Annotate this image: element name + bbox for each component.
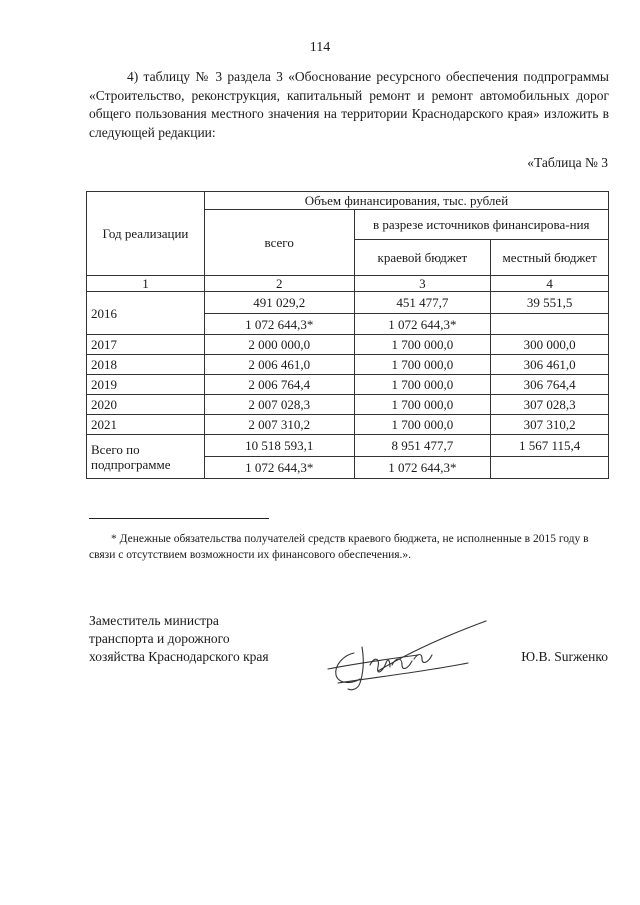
total-cell: 1 072 644,3* [204,457,354,479]
signatory-title-line: транспорта и дорожного [89,631,230,646]
col-number: 1 [87,276,205,292]
regional-cell: 8 951 477,7 [354,435,491,457]
table-row [87,355,609,375]
financing-table [86,191,609,479]
page-number: 114 [309,40,331,55]
regional-cell: 1 072 644,3* [354,457,491,479]
table-row [87,375,609,395]
signatory-title [89,612,269,666]
table-row [87,415,609,435]
header-total: всего [204,210,354,276]
signatory-title-line: хозяйства Краснодарского края [89,649,269,664]
header-volume: Объем финансирования, тыс. рублей [204,192,608,210]
local-cell [491,457,609,479]
footnote-divider [89,518,269,519]
handwritten-signature [318,613,498,695]
local-cell: 1 567 115,4 [491,435,609,457]
table-row [87,435,609,457]
table-row [87,292,609,314]
total-cell: 10 518 593,1 [204,435,354,457]
year-cell: 2019 [87,375,205,395]
local-cell: 300 000,0 [491,335,609,355]
header-regional: краевой бюджет [354,240,491,276]
total-cell: 2 006 764,4 [204,375,354,395]
year-cell: 2016 [87,292,205,335]
regional-cell: 1 700 000,0 [354,355,491,375]
year-cell: 2020 [87,395,205,415]
total-cell: 2 007 310,2 [204,415,354,435]
regional-cell: 1 700 000,0 [354,395,491,415]
year-cell: 2017 [87,335,205,355]
local-cell: 306 461,0 [491,355,609,375]
regional-cell: 1 700 000,0 [354,415,491,435]
regional-cell: 1 700 000,0 [354,335,491,355]
local-cell: 307 310,2 [491,415,609,435]
regional-cell: 1 700 000,0 [354,375,491,395]
header-year: Год реализации [87,192,205,276]
col-number: 2 [204,276,354,292]
year-cell: 2021 [87,415,205,435]
year-cell: 2018 [87,355,205,375]
local-cell [491,314,609,335]
table-row [87,395,609,415]
table-caption: «Таблица № 3 [527,155,608,170]
header-sources: в разрезе источников финансирова-ния [354,210,609,240]
total-cell: 2 006 461,0 [204,355,354,375]
header-local: местный бюджет [491,240,609,276]
table-row [87,335,609,355]
col-number: 3 [354,276,491,292]
local-cell: 39 551,5 [491,292,609,314]
total-cell: 2 007 028,3 [204,395,354,415]
intro-paragraph: 4) таблицу № 3 раздела 3 «Обоснование ресурсного обеспечения подпрограммы «Строительство, реконструкция, капитальный ремонт и ремонт автомобильных дорог общего пользования местного значения на территории Краснодарского края» изложить в следующей редакции: [89,69,609,140]
total-cell: 2 000 000,0 [204,335,354,355]
local-cell: 306 764,4 [491,375,609,395]
signatory-name: Ю.В. Surженко [521,649,608,664]
year-cell: Всего по подпрограмме [87,435,205,479]
footnote: * Денежные обязательства получателей средств краевого бюджета, не исполненные в 2015 году в связи с отсутствием возможности их финансового обеспечения.». [89,533,589,561]
regional-cell: 1 072 644,3* [354,314,491,335]
col-number: 4 [491,276,609,292]
total-cell: 1 072 644,3* [204,314,354,335]
regional-cell: 451 477,7 [354,292,491,314]
local-cell: 307 028,3 [491,395,609,415]
signatory-title-line: Заместитель министра [89,613,219,628]
total-cell: 491 029,2 [204,292,354,314]
